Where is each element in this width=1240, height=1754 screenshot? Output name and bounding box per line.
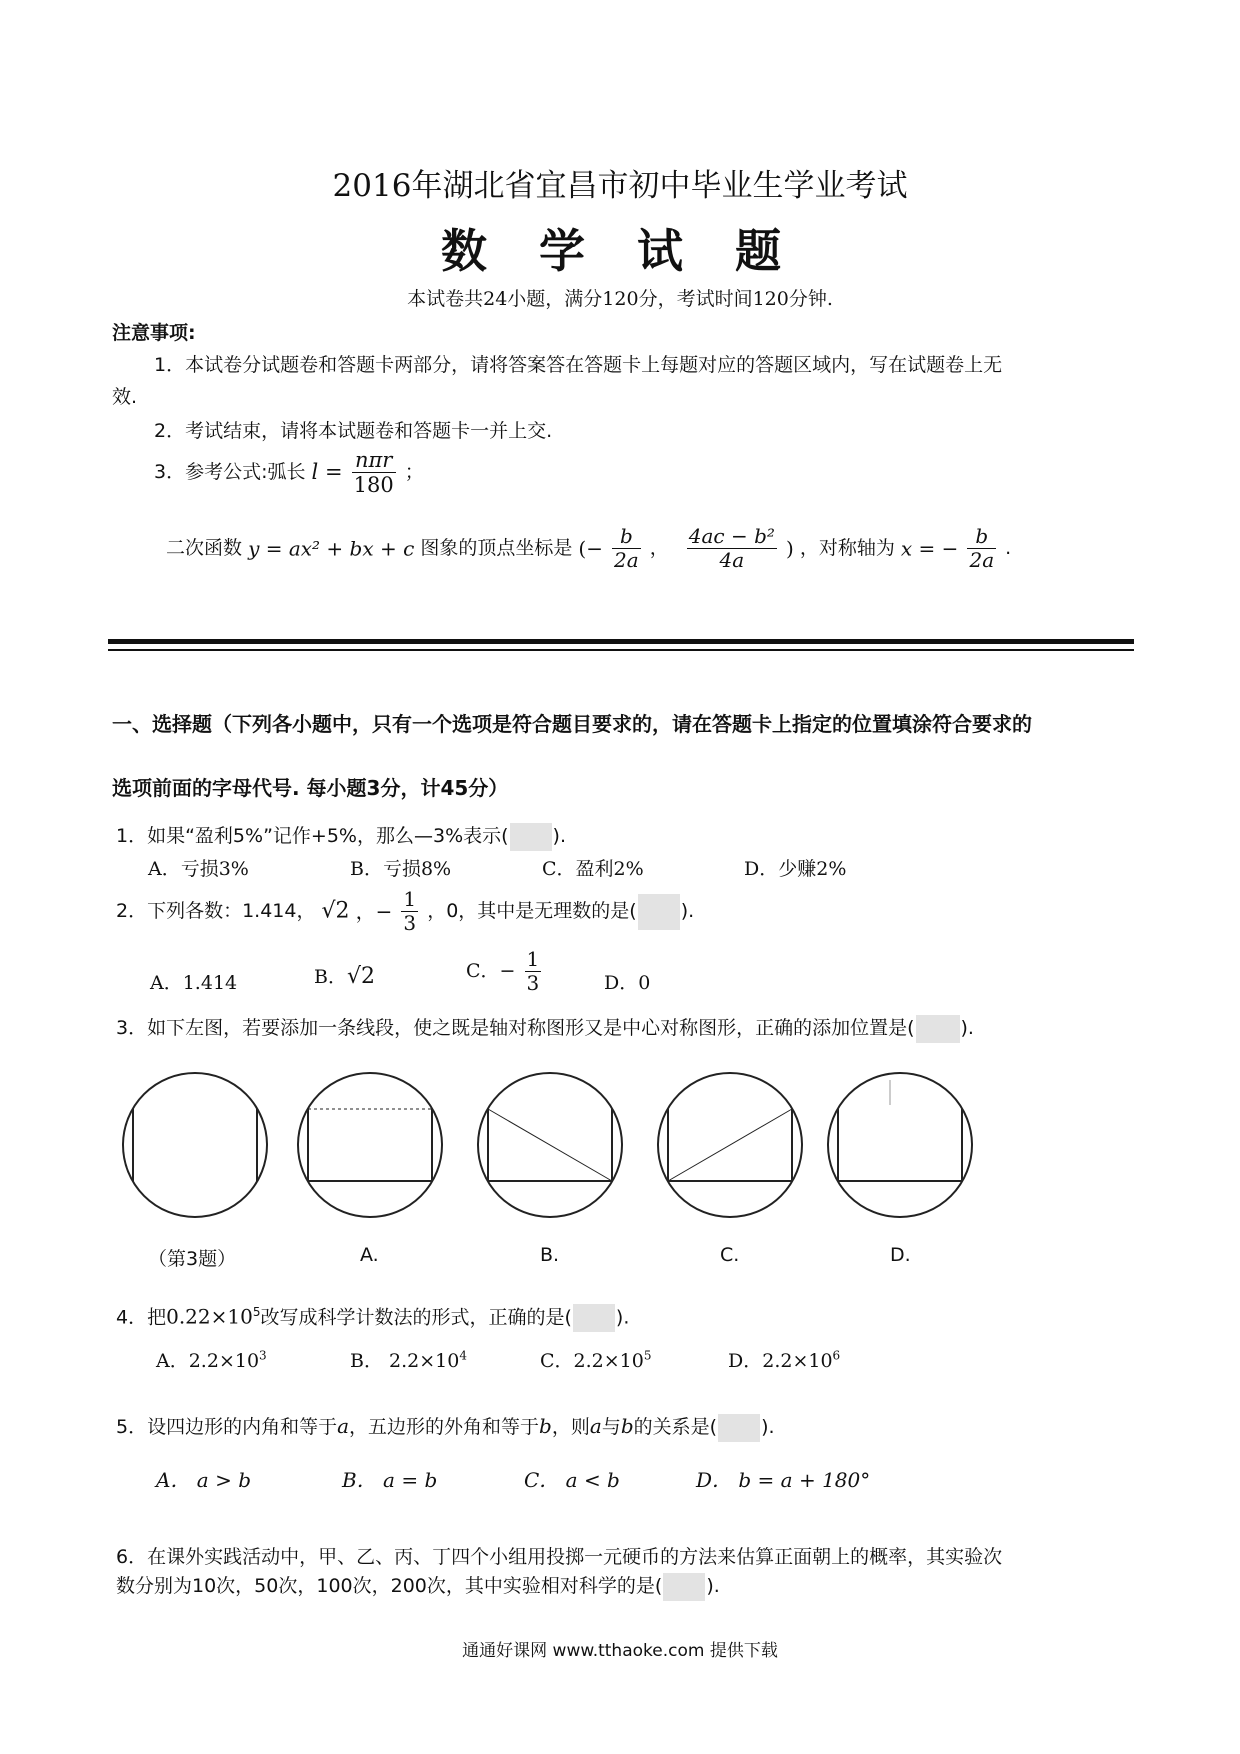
q5-var-a-2: a (589, 1414, 602, 1438)
q3-figure-b (478, 1073, 622, 1217)
q4-stem-end: ). (615, 1306, 630, 1329)
q4-d-exp: 6 (832, 1348, 841, 1363)
q4-d-base: D．2.2×10 (728, 1350, 833, 1372)
formula-prefix: 3．参考公式:弧长 (154, 461, 306, 484)
vertex-y-den: 4a (719, 548, 745, 572)
answer-blank (573, 1304, 615, 1332)
q3-stem-end: ). (960, 1017, 974, 1039)
q2-stem-end: ). (680, 900, 695, 922)
q4-option-a (156, 1346, 267, 1373)
notice-item-1: 1．本试卷分试题卷和答题卡两部分，请将答案答在答题卡上每题对应的答题区域内，写在试题卷上无 (154, 354, 1003, 376)
vertex-y-fraction (687, 525, 777, 572)
q2-option-c-fraction (525, 948, 542, 995)
q6-stem: 数分别为10次，50次，100次，200次，其中实验相对科学的是( (116, 1575, 663, 1597)
quad-function: y = ax² + bx + c (248, 536, 415, 561)
section-1-title-cont: 选项前面的字母代号. 每小题3分，计45分） (112, 776, 509, 800)
q1-option-c: C．盈利2% (542, 858, 644, 880)
notice-item-2: 2．考试结束，请将本试题卷和答题卡一并上交. (154, 420, 553, 442)
q5-var-b: b (539, 1414, 552, 1438)
arc-numerator: nπr (352, 448, 396, 473)
q2-sep: ，− (355, 899, 393, 924)
vertex-close: ) (785, 536, 794, 561)
q2-option-c (466, 948, 544, 995)
q4-option-d (728, 1346, 840, 1373)
axis-text: ，对称轴为 (799, 537, 895, 559)
q5-stem-end: ). (761, 1416, 775, 1438)
q4-exponent: 5 (252, 1305, 261, 1319)
q5-option-b: B． a = b (342, 1468, 438, 1492)
q3-question-figure (123, 1073, 267, 1217)
question-1 (116, 822, 566, 851)
arc-length-lhs: l = (311, 460, 343, 485)
vertex-x-den: 2a (614, 548, 639, 572)
q4-b-exp: 4 (459, 1348, 467, 1363)
question-2 (116, 888, 694, 935)
arc-denominator: 180 (353, 473, 394, 498)
vertex-y-num: 4ac − b² (688, 524, 775, 548)
q4-a-base: A．2.2×10 (156, 1350, 260, 1372)
q1-stem-end: ). (552, 825, 566, 847)
notice-item-1-cont: 效. (112, 386, 138, 408)
axis-den: 2a (969, 548, 995, 572)
exam-title: 2016年湖北省宜昌市初中毕业生学业考试 (332, 168, 908, 204)
divider-thin (108, 649, 1134, 651)
answer-blank (718, 1414, 760, 1442)
q2-option-a: A．1.414 (150, 972, 238, 994)
q5-option-a: A． a > b (156, 1468, 251, 1492)
q3-caption-a: A. (360, 1244, 379, 1266)
q4-c-base: C．2.2×10 (540, 1350, 644, 1372)
q2-stem-b: ，0，其中是无理数的是( (427, 900, 637, 922)
q3-caption-d: D. (890, 1244, 911, 1266)
axis-fraction (967, 525, 996, 572)
q4-a-exp: 3 (259, 1348, 267, 1363)
axis-lhs: x = − (900, 536, 959, 561)
q2-frac-den: 3 (403, 911, 417, 935)
q1-option-b: B．亏损8% (350, 858, 452, 880)
section-1-title: 一、选择题（下列各小题中，只有一个选项是符合题目要求的，请在答题卡上指定的位置填涂符合要求的 (112, 712, 1032, 736)
q5-stem-e: 的关系是( (633, 1416, 718, 1438)
q2-option-b-value: √2 (346, 964, 375, 989)
vertex-x-fraction (612, 525, 641, 572)
vertex-x-num: b (612, 525, 641, 549)
q2-option-b-label: B． (314, 966, 347, 988)
q3-caption-question: （第3题） (148, 1248, 237, 1270)
q5-stem-d: 与 (601, 1416, 621, 1438)
q2-stem: 2．下列各数：1.414， (116, 900, 316, 922)
answer-blank (638, 894, 680, 930)
quad-prefix: 二次函数 (166, 537, 243, 559)
q1-option-a: A．亏损3% (148, 858, 249, 880)
notice-heading: 注意事项: (112, 322, 196, 344)
q4-number: 0.22×10 (166, 1304, 253, 1329)
vertex-open: (− (578, 536, 603, 561)
q3-figures (100, 1060, 980, 1230)
q1-option-d: D．少赚2% (744, 858, 847, 880)
q4-stem-b: 改写成科学计数法的形式，正确的是( (260, 1306, 572, 1329)
q2-option-b (314, 962, 375, 989)
axis-num: b (967, 525, 996, 549)
question-3 (116, 1014, 974, 1043)
q3-stem: 3．如下左图，若要添加一条线段，使之既是轴对称图形又是中心对称图形，正确的添加位置是( (116, 1017, 915, 1039)
answer-blank (510, 823, 552, 851)
q4-b-base: B． 2.2×10 (350, 1350, 460, 1372)
vertex-comma: ， (649, 537, 669, 559)
q2-c-den: 3 (526, 971, 540, 995)
notice-item-3 (154, 448, 424, 497)
q5-option-c: C． a < b (524, 1468, 620, 1492)
exam-info: 本试卷共24小题，满分120分，考试时间120分钟. (407, 288, 833, 310)
q2-fraction (401, 888, 418, 935)
q4-option-b (350, 1346, 467, 1373)
footer-source: 通通好课网 www.tthaoke.com 提供下载 (462, 1641, 778, 1661)
question-5 (116, 1412, 775, 1442)
q4-option-c (540, 1346, 652, 1373)
q2-c-num: 1 (526, 947, 540, 971)
q5-stem-b: ，五边形的外角和等于 (349, 1416, 540, 1438)
q5-option-d: D． b = a + 180° (696, 1468, 871, 1492)
question-6-line-1: 6．在课外实践活动中，甲、乙、丙、丁四个小组用投掷一元硬币的方法来估算正面朝上的概率，其实验次 (116, 1546, 1003, 1568)
q3-figure-d (828, 1073, 972, 1217)
q6-stem-end: ). (706, 1575, 720, 1597)
q4-c-exp: 5 (643, 1348, 652, 1363)
q2-option-d: D．0 (604, 972, 651, 994)
q3-figure-c (658, 1073, 802, 1217)
quad-mid: 图象的顶点坐标是 (420, 537, 573, 559)
q2-frac-num: 1 (403, 887, 417, 911)
q5-stem: 5．设四边形的内角和等于 (116, 1416, 338, 1438)
arc-length-fraction (352, 448, 396, 497)
q4-stem: 4．把 (116, 1306, 167, 1329)
q3-caption-b: B. (540, 1244, 560, 1266)
q5-var-b-2: b (620, 1414, 634, 1438)
q5-var-a: a (337, 1414, 350, 1438)
question-4 (116, 1298, 629, 1332)
q2-sqrt: √2 (321, 898, 350, 924)
answer-blank (663, 1573, 705, 1601)
divider-thick (108, 639, 1134, 644)
subject-title: 数 学 试 题 (440, 224, 800, 278)
question-6-line-2 (116, 1572, 720, 1601)
q2-option-c-label: C．− (466, 960, 516, 982)
q1-stem: 1．如果“盈利5%”记作+5%，那么—3%表示( (116, 825, 509, 847)
answer-blank (916, 1015, 960, 1043)
q3-figure-a (298, 1073, 442, 1217)
q5-stem-c: ，则 (551, 1416, 590, 1438)
quadratic-formula (166, 525, 1011, 572)
q3-caption-c: C. (720, 1244, 740, 1266)
formula-suffix: ； (404, 461, 424, 484)
axis-end: . (1005, 537, 1012, 559)
